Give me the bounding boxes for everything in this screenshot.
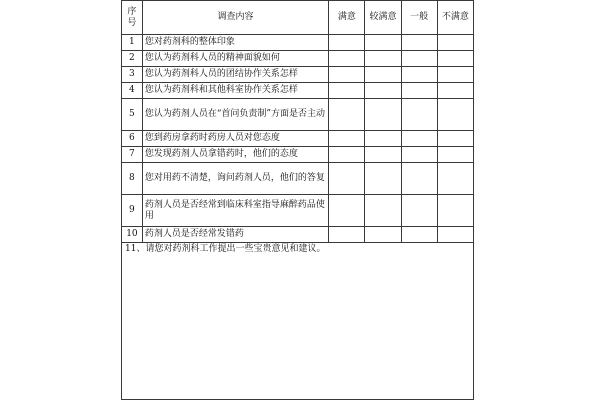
row-number: 6 bbox=[122, 131, 143, 147]
rating-cell-average[interactable] bbox=[401, 227, 437, 243]
rating-cell-satisfied[interactable] bbox=[329, 227, 365, 243]
rating-cell-average[interactable] bbox=[401, 83, 437, 99]
rating-cell-satisfied[interactable] bbox=[329, 35, 365, 51]
row-number: 4 bbox=[122, 83, 143, 99]
survey-table bbox=[121, 0, 474, 400]
rating-cell-dissatisfied[interactable] bbox=[437, 99, 473, 131]
rating-cell-satisfied[interactable] bbox=[329, 147, 365, 163]
rating-cell-satisfied[interactable] bbox=[329, 163, 365, 195]
rating-cell-fairly-satisfied[interactable] bbox=[365, 67, 401, 83]
rating-cell-satisfied[interactable] bbox=[329, 67, 365, 83]
rating-cell-fairly-satisfied[interactable] bbox=[365, 227, 401, 243]
rating-cell-average[interactable] bbox=[401, 99, 437, 131]
row-number: 5 bbox=[122, 99, 143, 131]
survey-body bbox=[122, 35, 474, 243]
table-row bbox=[122, 67, 474, 83]
rating-cell-fairly-satisfied[interactable] bbox=[365, 163, 401, 195]
rating-cell-average[interactable] bbox=[401, 67, 437, 83]
suggestion-cell[interactable]: 11、请您对药剂科工作提出一些宝贵意见和建议。 bbox=[122, 243, 474, 400]
rating-cell-satisfied[interactable] bbox=[329, 131, 365, 147]
rating-cell-dissatisfied[interactable] bbox=[437, 227, 473, 243]
row-question: 药剂人员是否经常发错药 bbox=[142, 227, 328, 243]
header-fairly-satisfied: 较满意 bbox=[365, 1, 401, 35]
rating-cell-dissatisfied[interactable] bbox=[437, 195, 473, 227]
row-number: 10 bbox=[122, 227, 143, 243]
header-content: 调查内容 bbox=[142, 1, 328, 35]
table-row bbox=[122, 163, 474, 195]
row-number: 2 bbox=[122, 51, 143, 67]
rating-cell-average[interactable] bbox=[401, 195, 437, 227]
row-number: 7 bbox=[122, 147, 143, 163]
row-question: 您发现药剂人员拿错药时，他们的态度 bbox=[142, 147, 328, 163]
rating-cell-satisfied[interactable] bbox=[329, 51, 365, 67]
suggestion-row bbox=[122, 243, 474, 400]
rating-cell-fairly-satisfied[interactable] bbox=[365, 195, 401, 227]
row-number: 1 bbox=[122, 35, 143, 51]
rating-cell-satisfied[interactable] bbox=[329, 83, 365, 99]
header-number: 序号 bbox=[122, 1, 143, 35]
row-question: 您认为药剂科人员的团结协作关系怎样 bbox=[142, 67, 328, 83]
row-question: 您到药房拿药时药房人员对您态度 bbox=[142, 131, 328, 147]
rating-cell-fairly-satisfied[interactable] bbox=[365, 35, 401, 51]
table-row bbox=[122, 51, 474, 67]
rating-cell-dissatisfied[interactable] bbox=[437, 163, 473, 195]
rating-cell-average[interactable] bbox=[401, 35, 437, 51]
row-number: 8 bbox=[122, 163, 143, 195]
row-question: 您认为药剂科和其他科室协作关系怎样 bbox=[142, 83, 328, 99]
rating-cell-fairly-satisfied[interactable] bbox=[365, 51, 401, 67]
header-satisfied: 满意 bbox=[329, 1, 365, 35]
rating-cell-dissatisfied[interactable] bbox=[437, 83, 473, 99]
row-question: 药剂人员是否经常到临床科室指导麻醉药品使用 bbox=[142, 195, 328, 227]
rating-cell-satisfied[interactable] bbox=[329, 99, 365, 131]
rating-cell-fairly-satisfied[interactable] bbox=[365, 83, 401, 99]
row-number: 3 bbox=[122, 67, 143, 83]
table-row bbox=[122, 99, 474, 131]
rating-cell-average[interactable] bbox=[401, 51, 437, 67]
row-question: 您对药剂科的整体印象 bbox=[142, 35, 328, 51]
table-row bbox=[122, 83, 474, 99]
rating-cell-dissatisfied[interactable] bbox=[437, 51, 473, 67]
rating-cell-dissatisfied[interactable] bbox=[437, 147, 473, 163]
rating-cell-average[interactable] bbox=[401, 131, 437, 147]
row-number: 9 bbox=[122, 195, 143, 227]
rating-cell-fairly-satisfied[interactable] bbox=[365, 147, 401, 163]
rating-cell-dissatisfied[interactable] bbox=[437, 67, 473, 83]
row-question: 您认为药剂科人员的精神面貌如何 bbox=[142, 51, 328, 67]
header-row bbox=[122, 1, 474, 35]
table-row bbox=[122, 131, 474, 147]
rating-cell-fairly-satisfied[interactable] bbox=[365, 131, 401, 147]
rating-cell-dissatisfied[interactable] bbox=[437, 35, 473, 51]
rating-cell-dissatisfied[interactable] bbox=[437, 131, 473, 147]
header-average: 一般 bbox=[401, 1, 437, 35]
table-row bbox=[122, 35, 474, 51]
table-row bbox=[122, 147, 474, 163]
row-question: 您认为药剂人员在“首问负责制”方面是否主动 bbox=[142, 99, 328, 131]
rating-cell-satisfied[interactable] bbox=[329, 195, 365, 227]
row-question: 您对用药不清楚，询问药剂人员，他们的答复 bbox=[142, 163, 328, 195]
rating-cell-average[interactable] bbox=[401, 163, 437, 195]
table-row bbox=[122, 195, 474, 227]
table-row bbox=[122, 227, 474, 243]
rating-cell-average[interactable] bbox=[401, 147, 437, 163]
rating-cell-fairly-satisfied[interactable] bbox=[365, 99, 401, 131]
header-dissatisfied: 不满意 bbox=[437, 1, 473, 35]
